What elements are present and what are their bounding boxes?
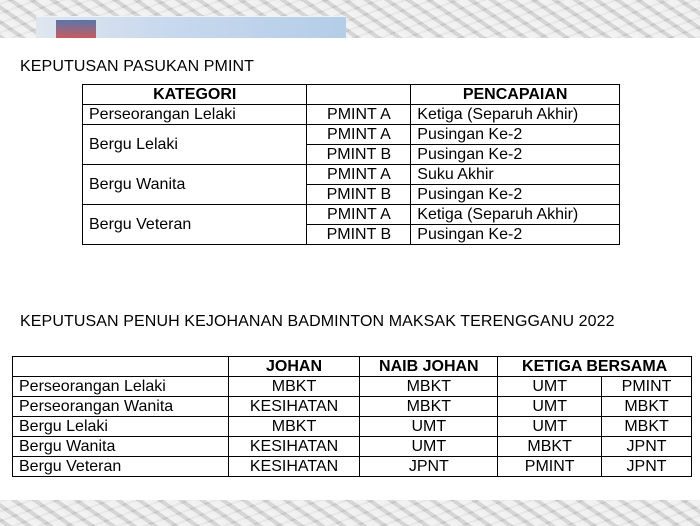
ketiga-cell: MBKT bbox=[602, 397, 692, 417]
johan-cell: KESIHATAN bbox=[228, 457, 360, 477]
ketiga-cell: JPNT bbox=[602, 437, 692, 457]
header-naib-johan: NAIB JOHAN bbox=[360, 357, 498, 377]
ketiga-cell: UMT bbox=[498, 397, 602, 417]
ketiga-cell: PMINT bbox=[498, 457, 602, 477]
johan-cell: MBKT bbox=[228, 377, 360, 397]
ketiga-cell: UMT bbox=[498, 377, 602, 397]
flag-graphic bbox=[56, 20, 96, 38]
team-cell: PMINT A bbox=[307, 125, 411, 145]
event-cell: Bergu Wanita bbox=[13, 437, 229, 457]
header-pencapaian: PENCAPAIAN bbox=[411, 85, 620, 105]
event-cell: Bergu Lelaki bbox=[13, 417, 229, 437]
table-row bbox=[83, 205, 620, 225]
table-row bbox=[83, 165, 620, 185]
naib-johan-cell: MBKT bbox=[360, 397, 498, 417]
table-row bbox=[13, 437, 692, 457]
top-banner bbox=[0, 0, 700, 40]
result-cell: Pusingan Ke-2 bbox=[411, 145, 620, 165]
team-cell: PMINT B bbox=[307, 225, 411, 245]
event-cell: Perseorangan Wanita bbox=[13, 397, 229, 417]
category-cell: Perseorangan Lelaki bbox=[83, 105, 307, 125]
category-cell: Bergu Wanita bbox=[83, 165, 307, 205]
table-row bbox=[13, 417, 692, 437]
naib-johan-cell: JPNT bbox=[360, 457, 498, 477]
result-cell: Pusingan Ke-2 bbox=[411, 185, 620, 205]
team-cell: PMINT A bbox=[307, 205, 411, 225]
result-cell: Pusingan Ke-2 bbox=[411, 125, 620, 145]
table-row bbox=[13, 397, 692, 417]
table-row bbox=[13, 377, 692, 397]
ketiga-cell: MBKT bbox=[498, 437, 602, 457]
team-cell: PMINT B bbox=[307, 145, 411, 165]
event-cell: Bergu Veteran bbox=[13, 457, 229, 477]
ketiga-cell: JPNT bbox=[602, 457, 692, 477]
johan-cell: MBKT bbox=[228, 417, 360, 437]
team-cell: PMINT A bbox=[307, 105, 411, 125]
naib-johan-cell: UMT bbox=[360, 437, 498, 457]
naib-johan-cell: MBKT bbox=[360, 377, 498, 397]
team-cell: PMINT B bbox=[307, 185, 411, 205]
section2-title: KEPUTUSAN PENUH KEJOHANAN BADMINTON MAKSAK TERENGGANU 2022 bbox=[20, 313, 615, 330]
header-johan: JOHAN bbox=[228, 357, 360, 377]
result-cell: Pusingan Ke-2 bbox=[411, 225, 620, 245]
table-row bbox=[13, 457, 692, 477]
tournament-results-table bbox=[12, 356, 692, 477]
result-cell: Ketiga (Separuh Akhir) bbox=[411, 105, 620, 125]
result-cell: Ketiga (Separuh Akhir) bbox=[411, 205, 620, 225]
table-header-row bbox=[83, 85, 620, 105]
event-cell: Perseorangan Lelaki bbox=[13, 377, 229, 397]
naib-johan-cell: UMT bbox=[360, 417, 498, 437]
header-ketiga-bersama: KETIGA BERSAMA bbox=[498, 357, 692, 377]
category-cell: Bergu Lelaki bbox=[83, 125, 307, 165]
ketiga-cell: MBKT bbox=[602, 417, 692, 437]
header-kategori: KATEGORI bbox=[83, 85, 307, 105]
header-event bbox=[13, 357, 229, 377]
result-cell: Suku Akhir bbox=[411, 165, 620, 185]
team-cell: PMINT A bbox=[307, 165, 411, 185]
ketiga-cell: PMINT bbox=[602, 377, 692, 397]
table-row bbox=[83, 125, 620, 145]
ketiga-cell: UMT bbox=[498, 417, 602, 437]
johan-cell: KESIHATAN bbox=[228, 397, 360, 417]
table-header-row bbox=[13, 357, 692, 377]
section1-title: KEPUTUSAN PASUKAN PMINT bbox=[20, 58, 255, 75]
johan-cell: KESIHATAN bbox=[228, 437, 360, 457]
category-cell: Bergu Veteran bbox=[83, 205, 307, 245]
table-row bbox=[83, 105, 620, 125]
pmint-results-table bbox=[82, 84, 620, 245]
header-pasukan bbox=[307, 85, 411, 105]
